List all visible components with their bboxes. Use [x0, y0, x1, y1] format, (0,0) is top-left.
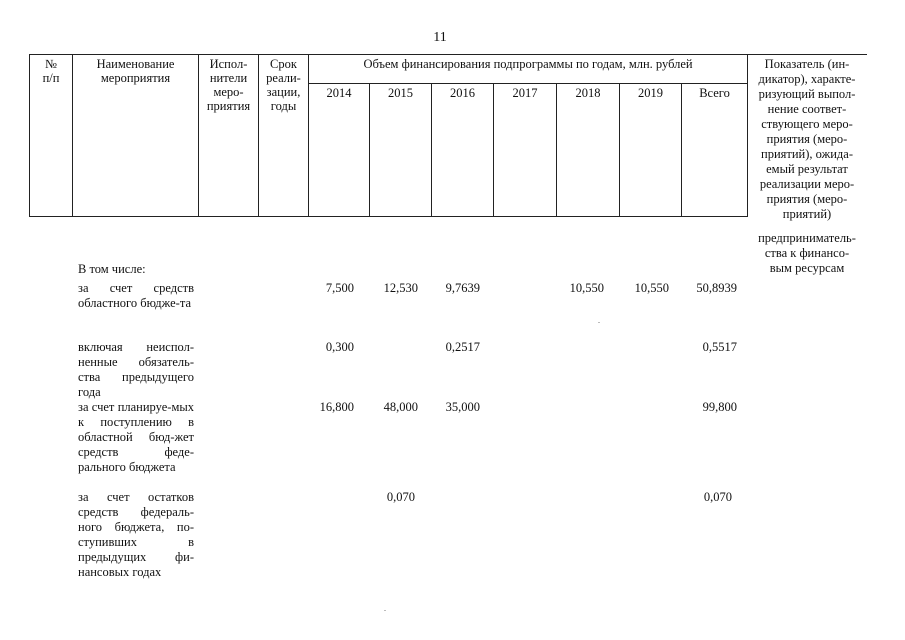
header-year: 2016	[432, 84, 494, 217]
header-year: 2015	[370, 84, 432, 217]
value-cell: 99,800	[702, 400, 737, 414]
header-number: № п/п	[30, 55, 73, 217]
header-indicator: Показатель (ин- дикатор), характе- ризующий выпол- нение соответ- ствующего меро- приятия (меро- приятий), ожида- емый результат реализации меро- приятия (меро- приятий)	[747, 54, 867, 222]
scan-speck	[598, 322, 600, 323]
row-label: за счет планируе-мых к поступлению в областной бюд-жет средств феде-рального бюджета	[78, 400, 194, 474]
header-funding: Объем финансирования подпрограммы по годам, млн. рублей	[309, 55, 748, 84]
subheading: В том числе:	[78, 262, 146, 276]
value-cell: 10,550	[569, 281, 604, 295]
header-name: Наименование мероприятия	[73, 55, 199, 217]
row-label: за счет остатков средств федераль-ного бюджета, по-ступивших в предыдущих фи-нансовых годах	[78, 490, 194, 579]
value-cell: 0,300	[325, 340, 354, 354]
value-cell: 0,070	[703, 490, 732, 504]
header-year: 2014	[309, 84, 370, 217]
scan-speck	[384, 610, 386, 611]
header-year: 2018	[557, 84, 620, 217]
header-year: 2019	[620, 84, 682, 217]
header-executors: Испол- нители меро- приятия	[199, 55, 259, 217]
value-cell: 9,7639	[445, 281, 480, 295]
header-term: Срок реали- зации, годы	[259, 55, 309, 217]
table-header	[29, 54, 748, 217]
value-cell: 7,500	[325, 281, 354, 295]
header-year: 2017	[494, 84, 557, 217]
page-number: 11	[433, 30, 447, 45]
value-cell: 12,530	[383, 281, 418, 295]
value-cell: 50,8939	[696, 281, 737, 295]
value-cell: 48,000	[383, 400, 418, 414]
value-cell: 16,800	[319, 400, 354, 414]
value-cell: 10,550	[634, 281, 669, 295]
value-cell: 0,5517	[702, 340, 737, 354]
indicator-continuation: предприниматель- ства к финансо- вым ресурсам	[758, 231, 856, 275]
value-cell: 0,070	[386, 490, 415, 504]
header-total: Всего	[682, 84, 748, 217]
value-cell: 35,000	[445, 400, 480, 414]
value-cell: 0,2517	[445, 340, 480, 354]
row-label: включая неиспол-ненные обязатель-ства предыдущего года	[78, 340, 194, 399]
row-label: за счет средств областного бюдже-та	[78, 281, 194, 310]
